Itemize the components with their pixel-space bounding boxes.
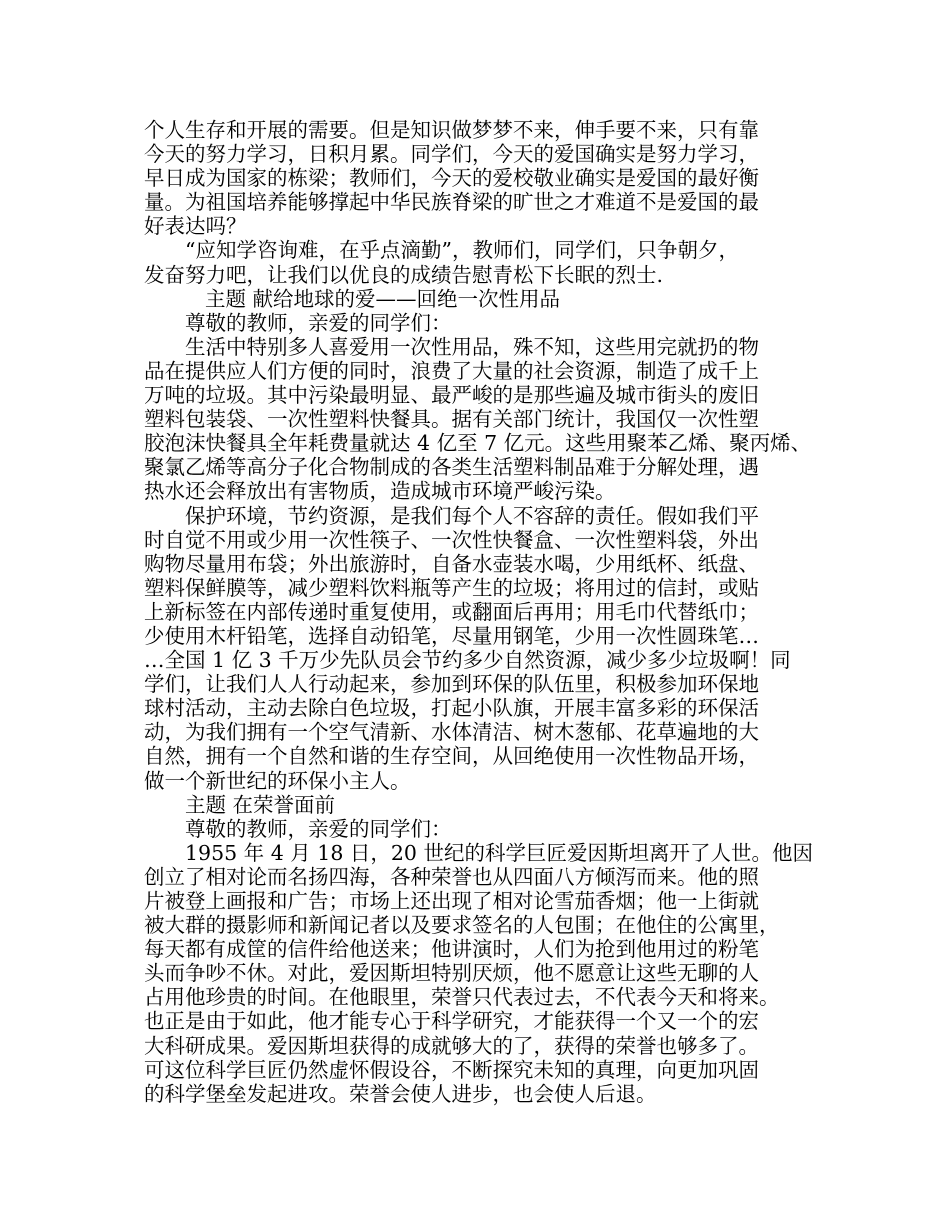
text-line: 保护环境，节约资源，是我们每个人不容辞的责任。假如我们平	[185, 503, 759, 528]
text-line: 购物尽量用布袋；外出旅游时，自备水壶装水喝，少用纸杯、纸盘、	[144, 551, 759, 576]
text-line: 今天的努力学习，日积月累。同学们，今天的爱国确实是努力学习，	[144, 142, 759, 167]
text-line: 尊敬的教师，亲爱的同学们：	[185, 816, 452, 841]
text-line: 上新标签在内部传递时重复使用，或翻面后再用；用毛巾代替纸巾；	[144, 599, 759, 624]
text-line: 尊敬的教师，亲爱的同学们：	[185, 310, 452, 335]
text-line: 早日成为国家的栋梁；教师们，今天的爱校敬业确实是爱国的最好衡	[144, 166, 759, 191]
text-line: 片被登上画报和广告；市场上还出现了相对论雪茄香烟；他一上街就	[144, 889, 759, 913]
text-line: 塑料保鲜膜等，减少塑料饮料瓶等产生的垃圾；将用过的信封，或贴	[144, 575, 759, 600]
text-line: 动，为我们拥有一个空气清新、水体清洁、树木葱郁、花草遍地的大	[144, 720, 759, 745]
text-line: 大科研成果。爱因斯坦获得的成就够大的了，获得的荣誉也够多了。	[144, 1033, 759, 1058]
text-line: 被大群的摄影师和新闻记者以及要求签名的人包围；在他住的公寓里，	[144, 913, 780, 938]
text-line: 少使用木杆铅笔，选择自动铅笔，尽量用钢笔，少用一次性圆珠笔…	[144, 623, 759, 648]
text-line: 也正是由于如此，他才能专心于科学研究，才能获得一个又一个的宏	[144, 1009, 759, 1034]
text-line: 1955 年 4 月 18 日，20 世纪的科学巨匠爱因斯坦离开了人世。他因	[185, 840, 813, 865]
text-line: 聚氯乙烯等高分子化合物制成的各类生活塑料制品难于分解处理，遇	[144, 455, 759, 480]
text-line: 量。为祖国培养能够撑起中华民族脊梁的旷世之才难道不是爱国的最	[144, 190, 759, 215]
text-line: 自然，拥有一个自然和谐的生存空间，从回绝使用一次性物品开场，	[144, 744, 759, 769]
text-line: 好表达吗？	[144, 214, 247, 239]
text-line: 每天都有成筐的信件给他送来；他讲演时，人们为抢到他用过的粉笔	[144, 937, 759, 962]
text-line: “应知学咨询难，在乎点滴勤”，教师们，同学们，只争朝夕，	[185, 238, 739, 263]
document-page	[144, 118, 812, 1106]
text-line: 的科学堡垒发起进攻。荣誉会使人进步，也会使人后退。	[144, 1081, 657, 1106]
text-line: 可这位科学巨匠仍然虚怀假设谷，不断探究未知的真理，向更加巩固	[144, 1057, 759, 1082]
text-line: …全国 1 亿 3 千万少先队员会节约多少自然资源，减少多少垃圾啊！同	[144, 648, 791, 673]
text-line: 塑料包装袋、一次性塑料快餐具。据有关部门统计，我国仅一次性塑	[144, 407, 759, 432]
text-line: 球村活动，主动去除白色垃圾，打起小队旗，开展丰富多彩的环保活	[144, 696, 759, 721]
text-line: 占用他珍贵的时间。在他眼里，荣誉只代表过去，不代表今天和将来。	[144, 985, 780, 1010]
text-line: 胶泡沫快餐具全年耗费量就达 4 亿至 7 亿元。这些用聚苯乙烯、聚丙烯、	[144, 431, 812, 456]
text-line: 学们，让我们人人行动起来，参加到环保的队伍里，积极参加环保地	[144, 672, 759, 697]
text-line: 热水还会释放出有害物质，造成城市环境严峻污染。	[144, 479, 616, 504]
text-line: 主题 在荣誉面前	[185, 792, 336, 817]
text-line: 时自觉不用或少用一次性筷子、一次性快餐盒、一次性塑料袋，外出	[144, 527, 759, 552]
text-line: 主题 献给地球的爱——回绝一次性用品	[205, 286, 561, 311]
text-line: 个人生存和开展的需要。但是知识做梦梦不来，伸手要不来，只有靠	[144, 118, 759, 142]
text-line: 头而争吵不休。对此，爱因斯坦特别厌烦，他不愿意让这些无聊的人	[144, 961, 759, 986]
text-line: 生活中特别多人喜爱用一次性用品，殊不知，这些用完就扔的物	[185, 334, 759, 359]
text-line: 品在提供应人们方便的同时，浪费了大量的社会资源，制造了成千上	[144, 358, 759, 383]
text-line: 发奋努力吧，让我们以优良的成绩告慰青松下长眠的烈士.	[144, 262, 664, 287]
text-line: 做一个新世纪的环保小主人。	[144, 768, 411, 793]
text-line: 万吨的垃圾。其中污染最明显、最严峻的是那些遍及城市街头的废旧	[144, 383, 759, 408]
text-line: 创立了相对论而名扬四海，各种荣誉也从四面八方倾泻而来。他的照	[144, 864, 759, 889]
